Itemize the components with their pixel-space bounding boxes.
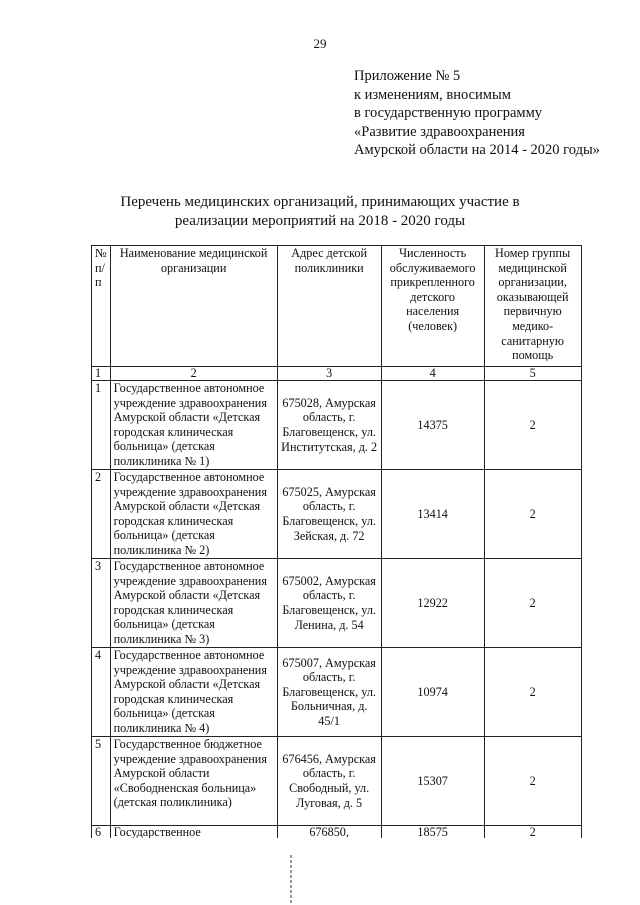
appendix-line: Амурской области на 2014 - 2020 годы» <box>354 142 600 158</box>
appendix-line: к изменениям, вносимым <box>354 86 511 103</box>
header-population: Численность обслуживаемого прикрепленного детского населения (человек) <box>381 246 484 367</box>
table-row <box>92 470 582 559</box>
population-count: 12922 <box>381 559 484 648</box>
row-number: 2 <box>92 470 111 559</box>
table-row <box>92 381 582 470</box>
column-number: 5 <box>484 367 581 381</box>
table-row <box>92 737 582 826</box>
organizations-table <box>91 245 582 838</box>
group-number: 2 <box>484 381 581 470</box>
population-count: 13414 <box>381 470 484 559</box>
clinic-address: 675002, Амурская область, г. Благовещенск, ул. Ленина, д. 54 <box>277 559 381 648</box>
organization-name: Государственное автономное учреждение здравоохранения Амурской области «Детская городская клиническая больница» (детская поликлиника № 4) <box>110 648 277 737</box>
column-number: 2 <box>110 367 277 381</box>
table-row <box>92 826 582 839</box>
group-number: 2 <box>484 648 581 737</box>
column-number: 1 <box>92 367 111 381</box>
population-count: 15307 <box>381 737 484 826</box>
population-count: 18575 <box>381 826 484 839</box>
table-row <box>92 559 582 648</box>
clinic-address: 676456, Амурская область, г. Свободный, ул. Луговая, д. 5 <box>277 737 381 826</box>
page-number: 29 <box>313 36 327 51</box>
column-number: 3 <box>277 367 381 381</box>
population-count: 10974 <box>381 648 484 737</box>
table-header-row <box>92 246 582 367</box>
appendix-line: в государственную программу <box>354 105 543 121</box>
group-number: 2 <box>484 826 581 839</box>
header-address: Адрес детской поликлиники <box>277 246 381 367</box>
organization-name: Государственное автономное учреждение здравоохранения Амурской области «Детская городская клиническая больница» (детская поликлиника № 1) <box>110 381 277 470</box>
organization-name: Государственное автономное учреждение здравоохранения Амурской области «Детская городская клиническая больница» (детская поликлиника № 3) <box>110 559 277 648</box>
scan-artifact <box>289 855 293 905</box>
group-number: 2 <box>484 737 581 826</box>
title-line: реализации мероприятий на 2018 - 2020 годы <box>174 213 466 229</box>
clinic-address: 675007, Амурская область, г. Благовещенск, ул. Больничная, д. 45/1 <box>277 648 381 737</box>
appendix-header <box>354 67 600 160</box>
row-number: 1 <box>92 381 111 470</box>
row-number: 6 <box>92 826 111 839</box>
title-line: Перечень медицинских организаций, принимающих участие в <box>120 194 520 210</box>
group-number: 2 <box>484 559 581 648</box>
row-number: 3 <box>92 559 111 648</box>
group-number: 2 <box>484 470 581 559</box>
column-number: 4 <box>381 367 484 381</box>
document-title <box>0 193 640 231</box>
organization-name: Государственное <box>110 826 277 839</box>
table-row <box>92 648 582 737</box>
row-number: 5 <box>92 737 111 826</box>
population-count: 14375 <box>381 381 484 470</box>
header-num: № п/п <box>92 246 111 367</box>
clinic-address: 675028, Амурская область, г. Благовещенск, ул. Институтская, д. 2 <box>277 381 381 470</box>
clinic-address: 675025, Амурская область, г. Благовещенск, ул. Зейская, д. 72 <box>277 470 381 559</box>
appendix-line: «Развитие здравоохранения <box>354 123 525 140</box>
organization-name: Государственное бюджетное учреждение здравоохранения Амурской области «Свободненская больница» (детская поликлиника) <box>110 737 277 826</box>
header-name: Наименование медицинской организации <box>110 246 277 367</box>
clinic-address: 676850, <box>277 826 381 839</box>
row-number: 4 <box>92 648 111 737</box>
appendix-line: Приложение № 5 <box>354 68 461 84</box>
column-number-row <box>92 367 582 381</box>
organization-name: Государственное автономное учреждение здравоохранения Амурской области «Детская городская клиническая больница» (детская поликлиника № 2) <box>110 470 277 559</box>
header-group: Номер группы медицинской организации, оказывающей первичную медико-санитарную помощь <box>484 246 581 367</box>
